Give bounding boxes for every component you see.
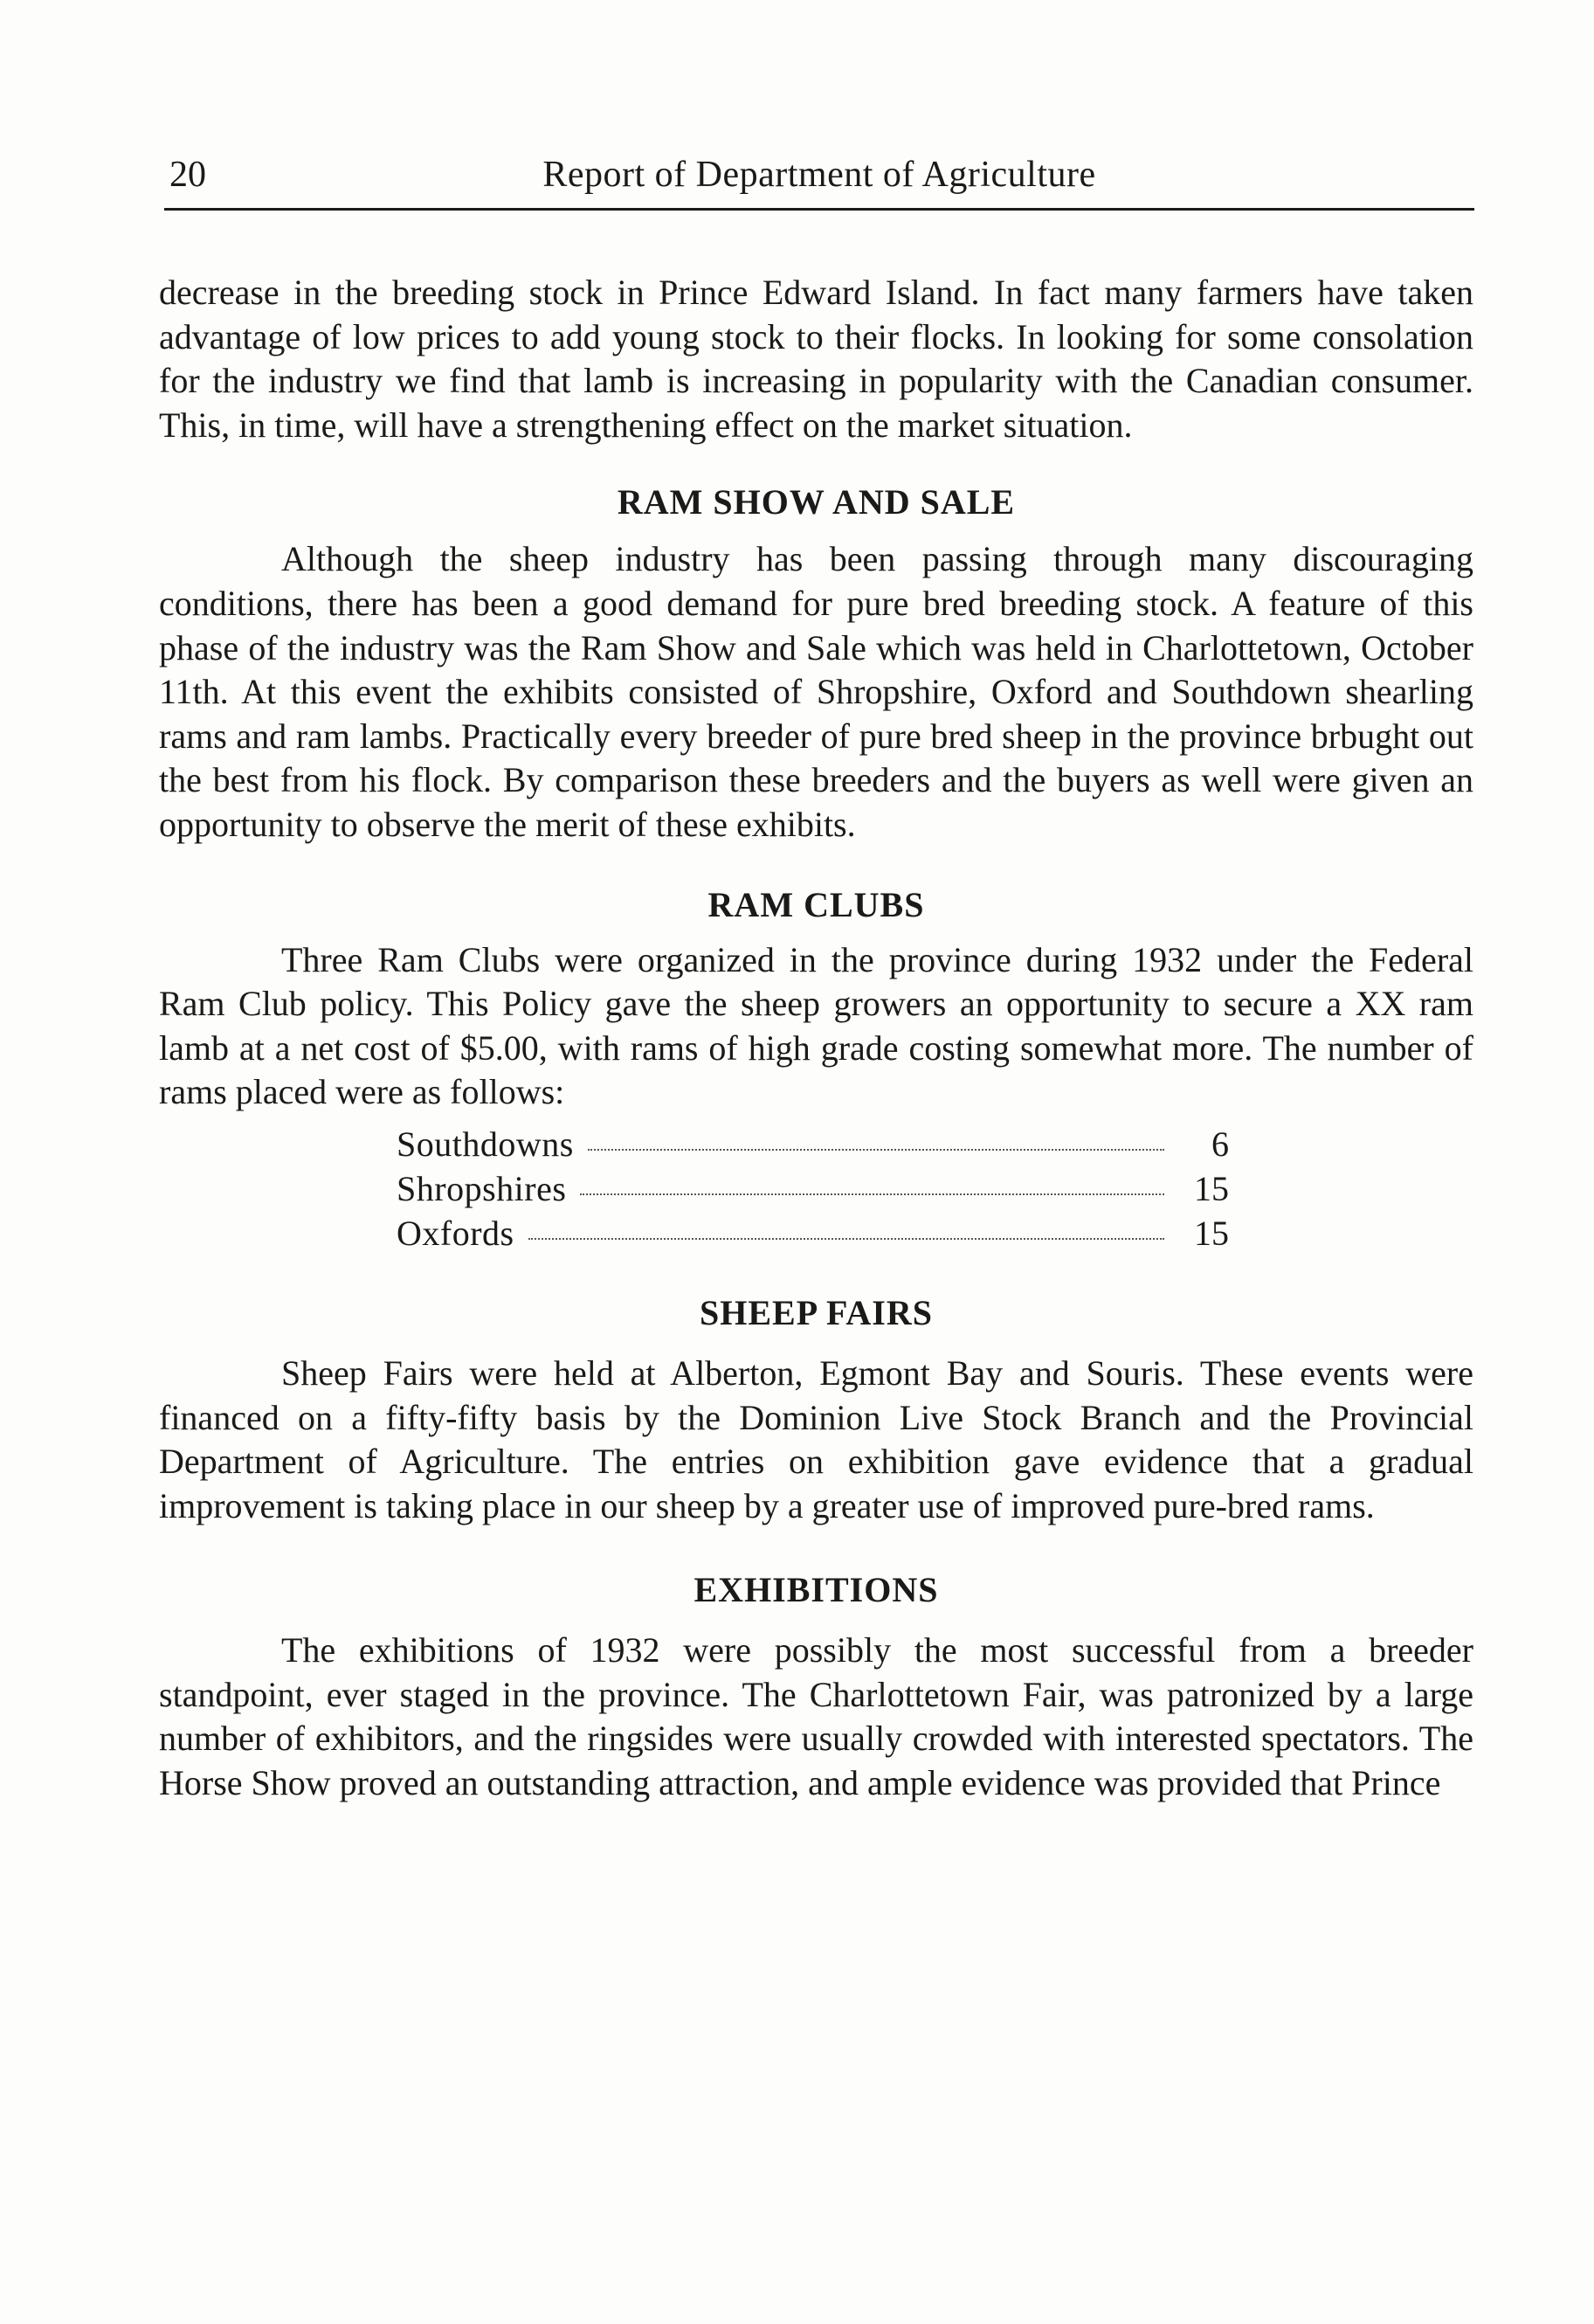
page-number: 20	[169, 155, 206, 195]
section-heading-sheep-fairs: SHEEP FAIRS	[700, 1292, 933, 1332]
dot-leader	[580, 1193, 1164, 1195]
section-heading-exhibitions: EXHIBITIONS	[693, 1570, 939, 1610]
breed-name: Southdowns	[397, 1124, 574, 1164]
running-title: Report of Department of Agriculture	[542, 155, 1096, 195]
ram-show-paragraph: Although the sheep industry has been passing through many discouraging conditions, there has been a good demand for pure bred breeding stock. A feature of this phase of the industry was the Ram Show and Sale which was held in Charlottetown, October 11th. At this event the exhibits consisted of Shropshire, Oxford and Southdown shearling rams and ram lambs. Practically every breeder of pure bred sheep in the province brbught out the best from his flock. By comparison these breeders and the buyers as well were given an opportunity to observe the merit of these exhibits.	[159, 539, 1473, 844]
table-row	[397, 1122, 1229, 1166]
dot-leader	[528, 1238, 1164, 1240]
table-row	[397, 1166, 1229, 1211]
page-body	[159, 271, 1473, 1806]
table-row	[397, 1211, 1229, 1255]
rams-placed-table	[397, 1122, 1229, 1255]
ram-count: 6	[1211, 1124, 1229, 1164]
section-heading-ram-show: RAM SHOW AND SALE	[617, 482, 1016, 522]
exhibitions-paragraph: The exhibitions of 1932 were possibly the most successful from a breeder standpoint, ever staged in the province. The Charlottetown Fair, was patronized by a large number of exhibitors, and the ringsides were usually crowded with interested spectators. The Horse Show proved an outstanding attraction, and ample evidence was provided that Prince	[159, 1630, 1473, 1803]
dot-leader	[588, 1149, 1164, 1151]
ram-count: 15	[1194, 1213, 1229, 1253]
breed-name: Oxfords	[397, 1213, 514, 1253]
breed-name: Shropshires	[397, 1168, 567, 1208]
section-heading-ram-clubs: RAM CLUBS	[707, 884, 925, 924]
sheep-fairs-paragraph: Sheep Fairs were held at Alberton, Egmont Bay and Souris. These events were financed on a fifty-fifty basis by the Dominion Live Stock Branch and the Provincial Department of Agriculture. The entries on exhibition gave evidence that a gradual improvement is taking place in our sheep by a greater use of improved pure-bred rams.	[159, 1352, 1473, 1525]
page-header	[164, 149, 1474, 211]
ram-count: 15	[1194, 1168, 1229, 1208]
intro-paragraph: decrease in the breeding stock in Prince Edward Island. In fact many farmers have taken advantage of low prices to add young stock to their flocks. In looking for some consolation for the industry we find that lamb is increasing in popularity with the Canadian consumer. This, in time, will have a strengthening effect on the market situation.	[159, 273, 1473, 445]
ram-clubs-paragraph: Three Ram Clubs were organized in the province during 1932 under the Federal Ram Club policy. This Policy gave the sheep growers an opportunity to secure a XX ram lamb at a net cost of $5.00, with rams of high grade costing somewhat more. The number of rams placed were as follows:	[159, 939, 1473, 1112]
